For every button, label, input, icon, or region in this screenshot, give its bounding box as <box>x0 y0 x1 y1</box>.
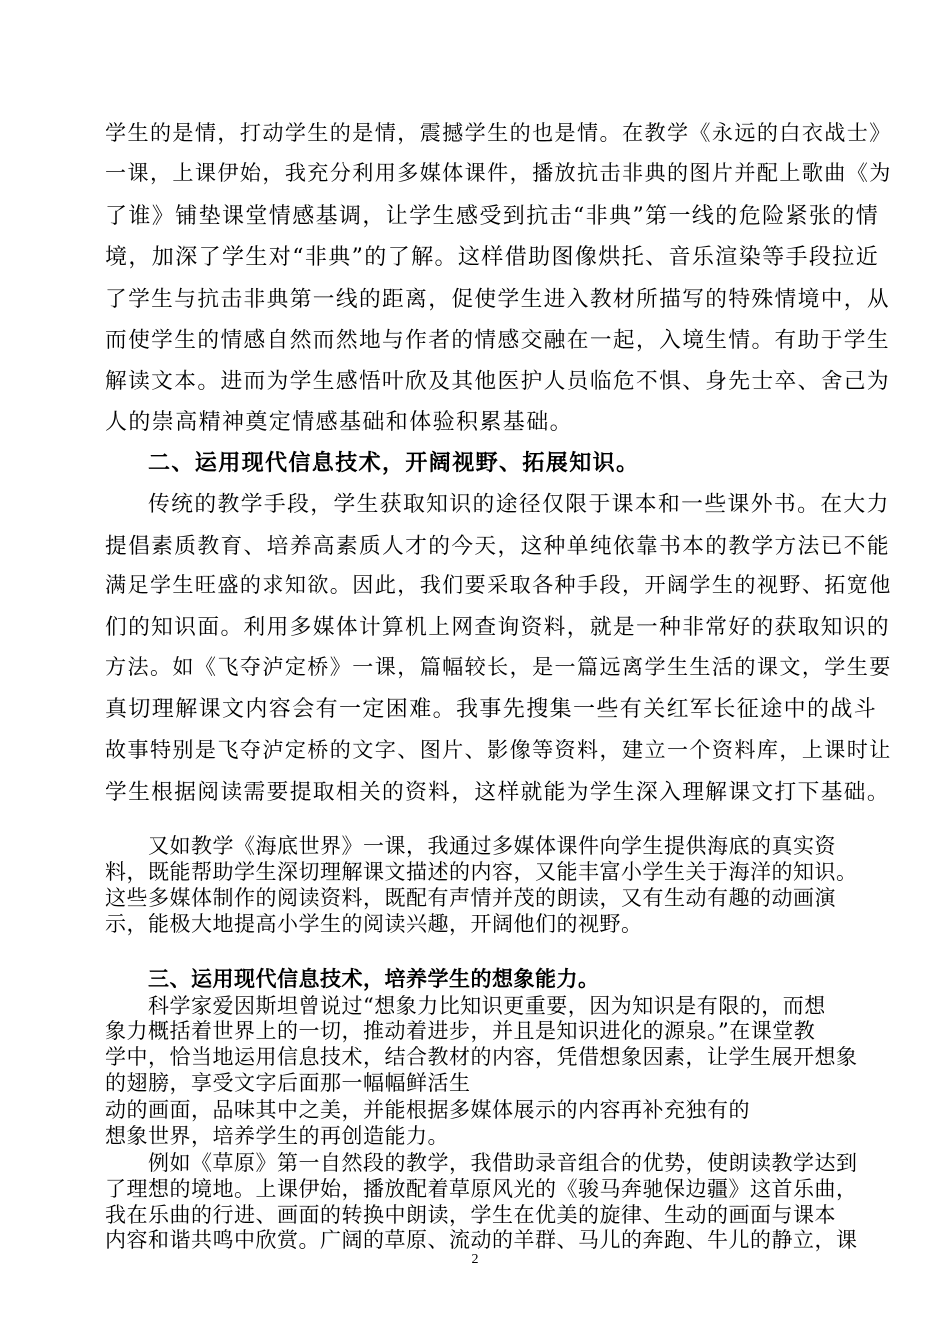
paragraph-line: 又如教学《海底世界》一课，我通过多媒体课件向学生提供海底的真实资 <box>148 834 836 858</box>
paragraph-line: 例如《草原》第一自然段的教学，我借助录音组合的优势，使朗读教学达到 <box>148 1151 858 1175</box>
paragraph-line: 学生的是情，打动学生的是情，震撼学生的也是情。在教学《永远的白衣战士》 <box>105 120 892 145</box>
paragraph-line: 动的画面，品味其中之美，并能根据多媒体展示的内容再补充独有的 <box>105 1098 750 1122</box>
paragraph-line: 了谁》铺垫课堂情感基调，让学生感受到抗击“非典”第一线的危险紧张的情 <box>105 204 880 229</box>
page-number: 2 <box>471 1252 479 1267</box>
paragraph-line: 我在乐曲的行进、画面的转换中朗读，学生在优美的旋律、生动的画面与课本 <box>105 1203 836 1227</box>
paragraph-line: 满足学生旺盛的求知欲。因此，我们要采取各种手段，开阔学生的视野、拓宽他 <box>105 572 892 597</box>
paragraph-line: 这些多媒体制作的阅读资料，既配有声情并茂的朗读，又有生动有趣的动画演 <box>105 886 836 910</box>
paragraph-line: 故事特别是飞夺泸定桥的文字、图片、影像等资料，建立一个资料库，上课时让 <box>105 737 892 762</box>
paragraph-line: 的翅膀，享受文字后面那一幅幅鲜活生 <box>105 1071 471 1095</box>
paragraph-line: 人的崇高精神奠定情感基础和体验积累基础。 <box>105 410 574 435</box>
section-heading-two: 二、运用现代信息技术，开阔视野、拓展知识。 <box>148 450 640 476</box>
paragraph-line: 象力概括着世界上的一切，推动着进步，并且是知识进化的源泉。”在课堂教 <box>105 1019 816 1043</box>
paragraph-line: 科学家爱因斯坦曾说过“想象力比知识更重要，因为知识是有限的，而想 <box>148 994 826 1018</box>
paragraph-line: 学中，恰当地运用信息技术，结合教材的内容，凭借想象因素，让学生展开想象 <box>105 1045 858 1069</box>
paragraph-line: 学生根据阅读需要提取相关的资料，这样就能为学生深入理解课文打下基础。 <box>105 780 890 805</box>
paragraph-line: 料，既能帮助学生深切理解课文描述的内容，又能丰富小学生关于海洋的知识。 <box>105 860 858 884</box>
paragraph-line: 解读文本。进而为学生感悟叶欣及其他医护人员临危不惧、身先士卒、舍己为 <box>105 369 890 394</box>
paragraph-line: 们的知识面。利用多媒体计算机上网查询资料，就是一种非常好的获取知识的 <box>105 615 890 640</box>
paragraph-line: 了理想的境地。上课伊始，播放配着草原风光的《骏马奔驰保边疆》这首乐曲， <box>105 1177 858 1201</box>
paragraph-line: 方法。如《飞夺泸定桥》一课，篇幅较长，是一篇远离学生生活的课文，学生要 <box>105 654 892 679</box>
section-heading-three: 三、运用现代信息技术，培养学生的想象能力。 <box>148 966 600 991</box>
paragraph-line: 而使学生的情感自然而然地与作者的情感交融在一起，入境生情。有助于学生 <box>105 328 890 353</box>
paragraph-line: 提倡素质教育、培养高素质人才的今天，这种单纯依靠书本的教学方法已不能 <box>105 534 890 559</box>
paragraph-line: 一课，上课伊始，我充分利用多媒体课件，播放抗击非典的图片并配上歌曲《为 <box>105 160 892 185</box>
paragraph-line: 了学生与抗击非典第一线的距离，促使学生进入教材所描写的特殊情境中，从 <box>105 287 890 312</box>
paragraph-line: 内容和谐共鸣中欣赏。广阔的草原、流动的羊群、马儿的奔跑、牛儿的静立，课 <box>105 1228 858 1252</box>
paragraph-line: 想象世界，培养学生的再创造能力。 <box>105 1124 449 1148</box>
paragraph-line: 传统的教学手段，学生获取知识的途径仅限于课本和一些课外书。在大力 <box>148 492 890 517</box>
paragraph-line: 境，加深了学生对“非典”的了解。这样借助图像烘托、音乐渲染等手段拉近 <box>105 245 880 270</box>
paragraph-line: 示，能极大地提高小学生的阅读兴趣，开阔他们的视野。 <box>105 912 643 936</box>
paragraph-line: 真切理解课文内容会有一定困难。我事先搜集一些有关红军长征途中的战斗 <box>105 697 878 722</box>
